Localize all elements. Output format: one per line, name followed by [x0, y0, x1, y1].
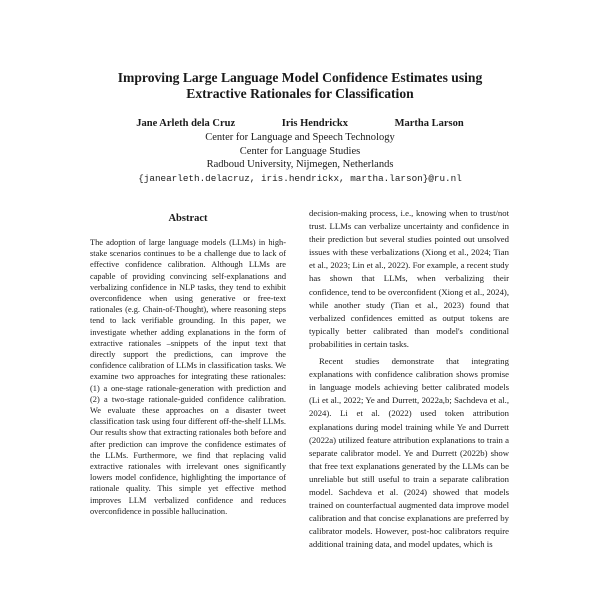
paper-title-line-2: Extractive Rationales for Classification	[186, 86, 414, 101]
affiliation-3: Radboud University, Nijmegen, Netherlands	[206, 159, 394, 170]
author-3: Martha Larson	[394, 118, 464, 129]
abstract-heading: Abstract	[168, 213, 208, 224]
affiliation-block	[0, 131, 600, 185]
paper-title-line-1: Improving Large Language Model Confidence Estimates using	[117, 70, 483, 85]
body-paragraph-1: decision-making process, i.e., knowing when to trust/not trust. LLMs can verbalize uncertainty and confidence in their prediction but several studies pointed out unsolved issues with these verbalizations (Xiong et al., 2024; Tian et al., 2023; Lin et al., 2022). For example, a recent study has shown that LLMs, when verbalizing their confidence, tend to be overconfident (Xiong et al., 2024), while another study (Tian et al., 2023) found that verbalized confidences emitted as output tokens are typically better calibrated than model's conditional probabilities in certain tasks.	[309, 208, 509, 349]
affiliation-2: Center for Language Studies	[239, 145, 361, 157]
abstract-text: The adoption of large language models (LLMs) in high-stake scenarios continues to be a challenge due to lack of effective confidence calibration. Although LLMs are capable of providing convincing self-explanations and verbalizing confidence in NLP tasks, they tend to exhibit overconfidence when using generative or free-text rationales (e.g. Chain-of-Thought), where reasoning steps tend to lack verifiable grounding. In this paper, we investigate whether adding explanations in the form of extractive rationales –snippets of the input text that directly support the predictions, can improve the confidence calibration of LLMs in classification tasks. We examine two approaches for integrating these rationales: (1) a one-stage rationale-generation with prediction and (2) a two-stage rationale-guided confidence calibration. We evaluate these approaches on a disaster tweet classification task using four different off-the-shelf LLMs. Our results show that extracting rationales both before and after prediction can improve the confidence estimates of the LLMs. Furthermore, we find that replacing valid extractive rationales with irrelevant ones significantly lowers model confidence, highlighting the importance of rationale quality. This simple yet effective method improves LLM verbalized confidence and reduces overconfidence in possible hallucination.	[90, 238, 286, 516]
author-1: Jane Arleth dela Cruz	[136, 118, 236, 129]
author-2: Iris Hendrickx	[281, 118, 348, 129]
affiliation-1: Center for Language and Speech Technology	[205, 132, 395, 143]
body-paragraph-2: Recent studies demonstrate that integrating explanations with confidence calibration shows promise in language models achieving better calibrated models (Li et al., 2022; Ye and Durrett, 2022a,b; Sachdeva et al., 2024). Li et al. (2022) used token attribution explanations during model training while Ye and Durrett (2022a) utilized feature attribution explanations to train a separate calibrator model. Ye and Durrett (2022b) show that free text explanations generated by the LLMs can be unreliable but still useful to train a separate calibration model. Sachdeva et al. (2024) showed that models trained on counterfactual augmented data improve model calibration and that concise explanations are preferred by calibrator models. However, post-hoc calibrators require additional training data, and model updates, which is	[309, 356, 509, 550]
left-column	[90, 213, 286, 517]
paper-title	[0, 70, 600, 102]
author-list	[0, 118, 600, 129]
right-column	[309, 207, 509, 551]
author-emails: {janearleth.delacruz, iris.hendrickx, martha.larson}@ru.nl	[138, 172, 462, 184]
